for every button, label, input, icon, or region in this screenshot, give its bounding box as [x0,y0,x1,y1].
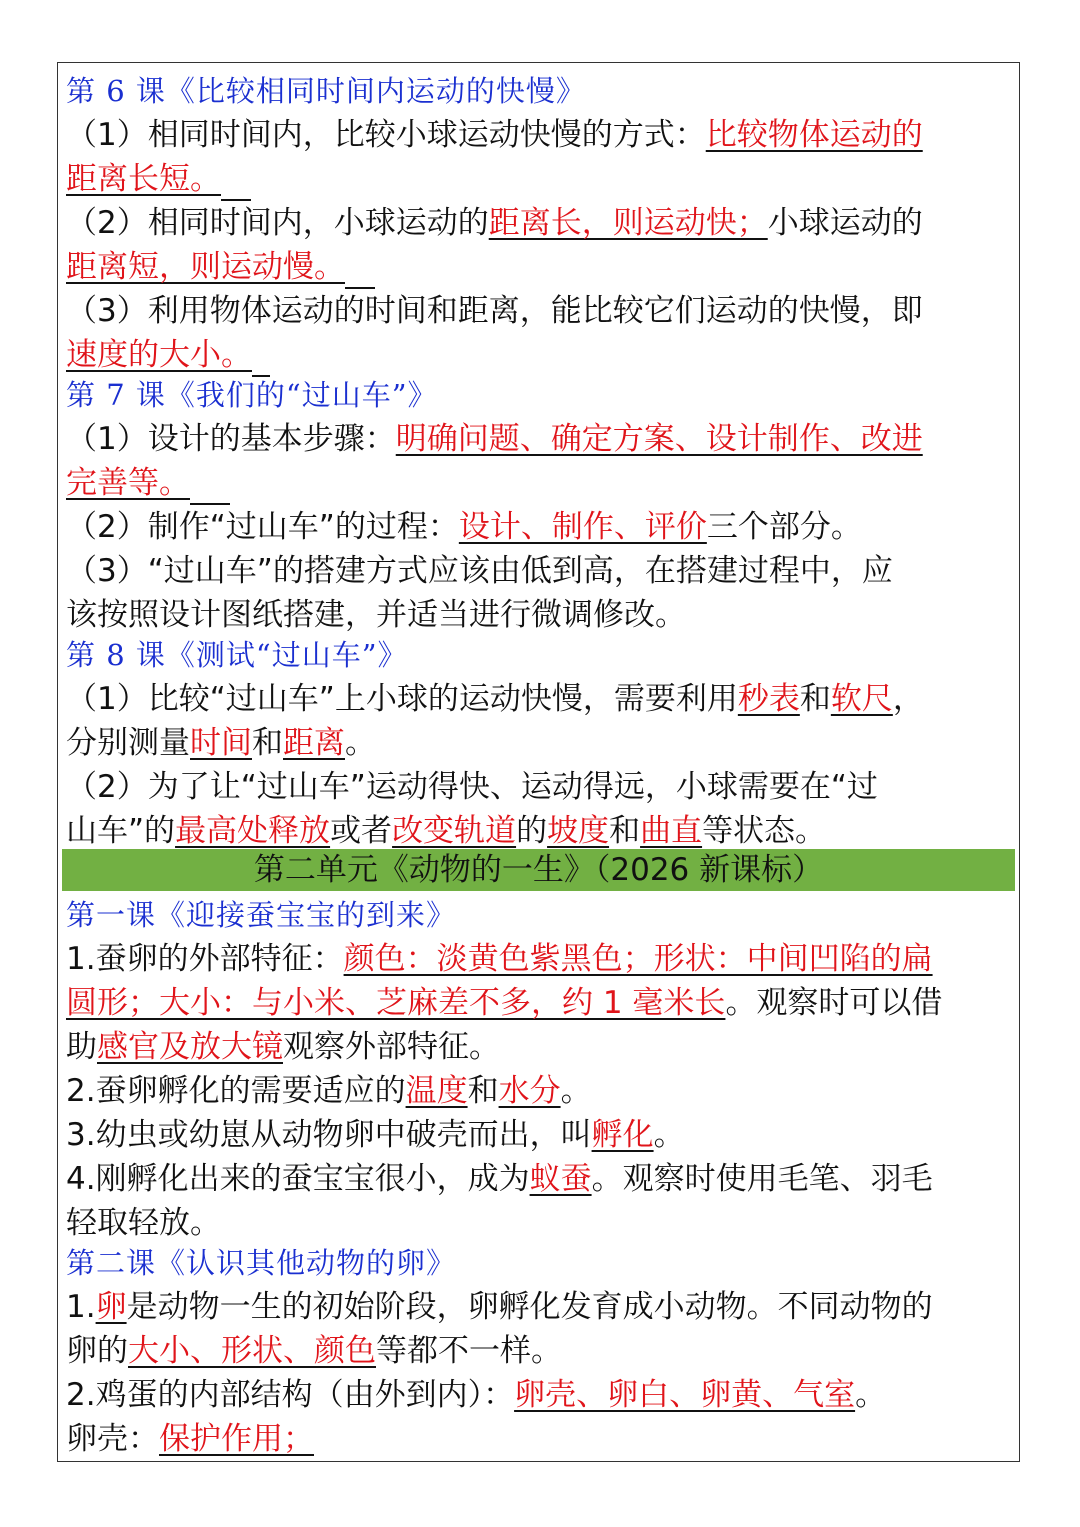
answer: 温度 [405,1073,468,1109]
lesson-6-item-2: （2）相同时间内，小球运动的距离长，则运动快；小球运动的 [66,205,923,241]
lesson-6-item-3: （3）利用物体运动的时间和距离，能比较它们运动的快慢，即 [66,293,923,329]
answer: 孵化 [591,1117,654,1153]
unit-2-lesson-1-item-4: 4.刚孵化出来的蚕宝宝很小，成为蚁蚕。观察时使用毛笔、羽毛 [66,1161,933,1197]
answer: 距离长，则运动快； [488,205,768,241]
blank-underline [221,165,251,201]
lesson-8-item-1-cont: 分别测量时间和距离。 [66,725,376,761]
notes-sheet [57,62,1020,1462]
lesson-7-item-1: （1）设计的基本步骤：明确问题、确定方案、设计制作、改进 [66,421,923,457]
unit-2-lesson-1-title: 第一课《迎接蚕宝宝的到来》 [66,898,457,932]
unit-2-lesson-1-item-4-cont: 轻取轻放。 [66,1205,221,1241]
answer: 大小、形状、颜色 [128,1333,376,1369]
answer: 距离长短。 [66,161,221,197]
answer: 曲直 [640,813,703,849]
answer: 速度的大小。 [66,337,252,373]
answer: 改变轨道 [392,813,517,849]
answer: 秒表 [737,681,800,717]
answer: 水分 [498,1073,561,1109]
lesson-7-item-2: （2）制作“过山车”的过程：设计、制作、评价三个部分。 [66,509,862,545]
lesson-8-item-1: （1）比较“过山车”上小球的运动快慢，需要利用秒表和软尺， [66,681,924,717]
unit-2-banner: 第二单元《动物的一生》（2026 新课标） [62,849,1015,891]
answer: 卵壳、卵白、卵黄、气室 [514,1377,856,1413]
lesson-7-title: 第 7 课《我们的“过山车”》 [66,378,438,412]
lesson-7-item-3: （3）“过山车”的搭建方式应该由低到高，在搭建过程中，应 [66,553,893,589]
unit-2-lesson-2-item-2: 2.鸡蛋的内部结构（由外到内）：卵壳、卵白、卵黄、气室。 [66,1377,887,1413]
unit-2-lesson-1-item-1-cont: 圆形；大小：与小米、芝麻差不多，约 1 毫米长。观察时可以借 [66,985,943,1021]
lesson-7-item-1-cont [66,461,1011,505]
unit-2-lesson-2-item-1: 1.卵是动物一生的初始阶段，卵孵化发育成小动物。不同动物的 [66,1289,933,1325]
answer: 完善等。 [66,465,190,501]
answer: 圆形；大小：与小米、芝麻差不多，约 1 毫米长 [66,985,726,1021]
answer: 感官及放大镜 [97,1029,283,1065]
blank-underline [190,469,230,505]
blank-underline [252,341,270,377]
unit-2-lesson-2-item-1-cont: 卵的大小、形状、颜色等都不一样。 [66,1333,562,1369]
answer: 明确问题、确定方案、设计制作、改进 [395,421,923,457]
answer: 距离 [283,725,345,761]
answer: 比较物体运动的 [705,117,923,153]
lesson-6-item-3-cont [66,333,1011,377]
unit-2-lesson-1-item-2: 2.蚕卵孵化的需要适应的温度和水分。 [66,1073,592,1109]
answer: 距离短，则运动慢。 [66,249,345,285]
answer: 蚁蚕 [529,1161,592,1197]
lesson-6-title: 第 6 课《比较相同时间内运动的快慢》 [66,74,586,108]
lesson-8-item-2-cont: 山车”的最高处释放或者改变轨道的坡度和曲直等状态。 [66,813,827,849]
answer: 卵 [95,1289,127,1325]
answer: 保护作用； [159,1421,314,1457]
unit-2-lesson-1-item-3: 3.幼虫或幼崽从动物卵中破壳而出，叫孵化。 [66,1117,685,1153]
lesson-6-item-2-cont [66,245,1011,289]
blank-underline [345,253,375,289]
unit-2-lesson-2-title: 第二课《认识其他动物的卵》 [66,1246,457,1280]
answer: 最高处释放 [175,813,331,849]
lesson-8-item-2: （2）为了让“过山车”运动得快、运动得远，小球需要在“过 [66,769,878,805]
unit-2-lesson-2-item-2-cont: 卵壳：保护作用； [66,1421,314,1457]
answer: 坡度 [547,813,610,849]
lesson-8-title: 第 8 课《测试“过山车”》 [66,638,408,672]
answer: 软尺 [830,681,893,717]
unit-2-lesson-1-item-1: 1.蚕卵的外部特征：颜色：淡黄色紫黑色；形状：中间凹陷的扁 [66,941,933,977]
answer: 设计、制作、评价 [458,509,707,545]
lesson-6-item-1: （1）相同时间内，比较小球运动快慢的方式：比较物体运动的 [66,117,923,153]
answer: 时间 [190,725,252,761]
lesson-6-item-1-cont [66,157,1011,201]
unit-2-lesson-1-item-1-cont2: 助感官及放大镜观察外部特征。 [66,1029,500,1065]
answer: 颜色：淡黄色紫黑色；形状：中间凹陷的扁 [343,941,933,977]
lesson-7-item-3-cont: 该按照设计图纸搭建，并适当进行微调修改。 [66,597,686,633]
